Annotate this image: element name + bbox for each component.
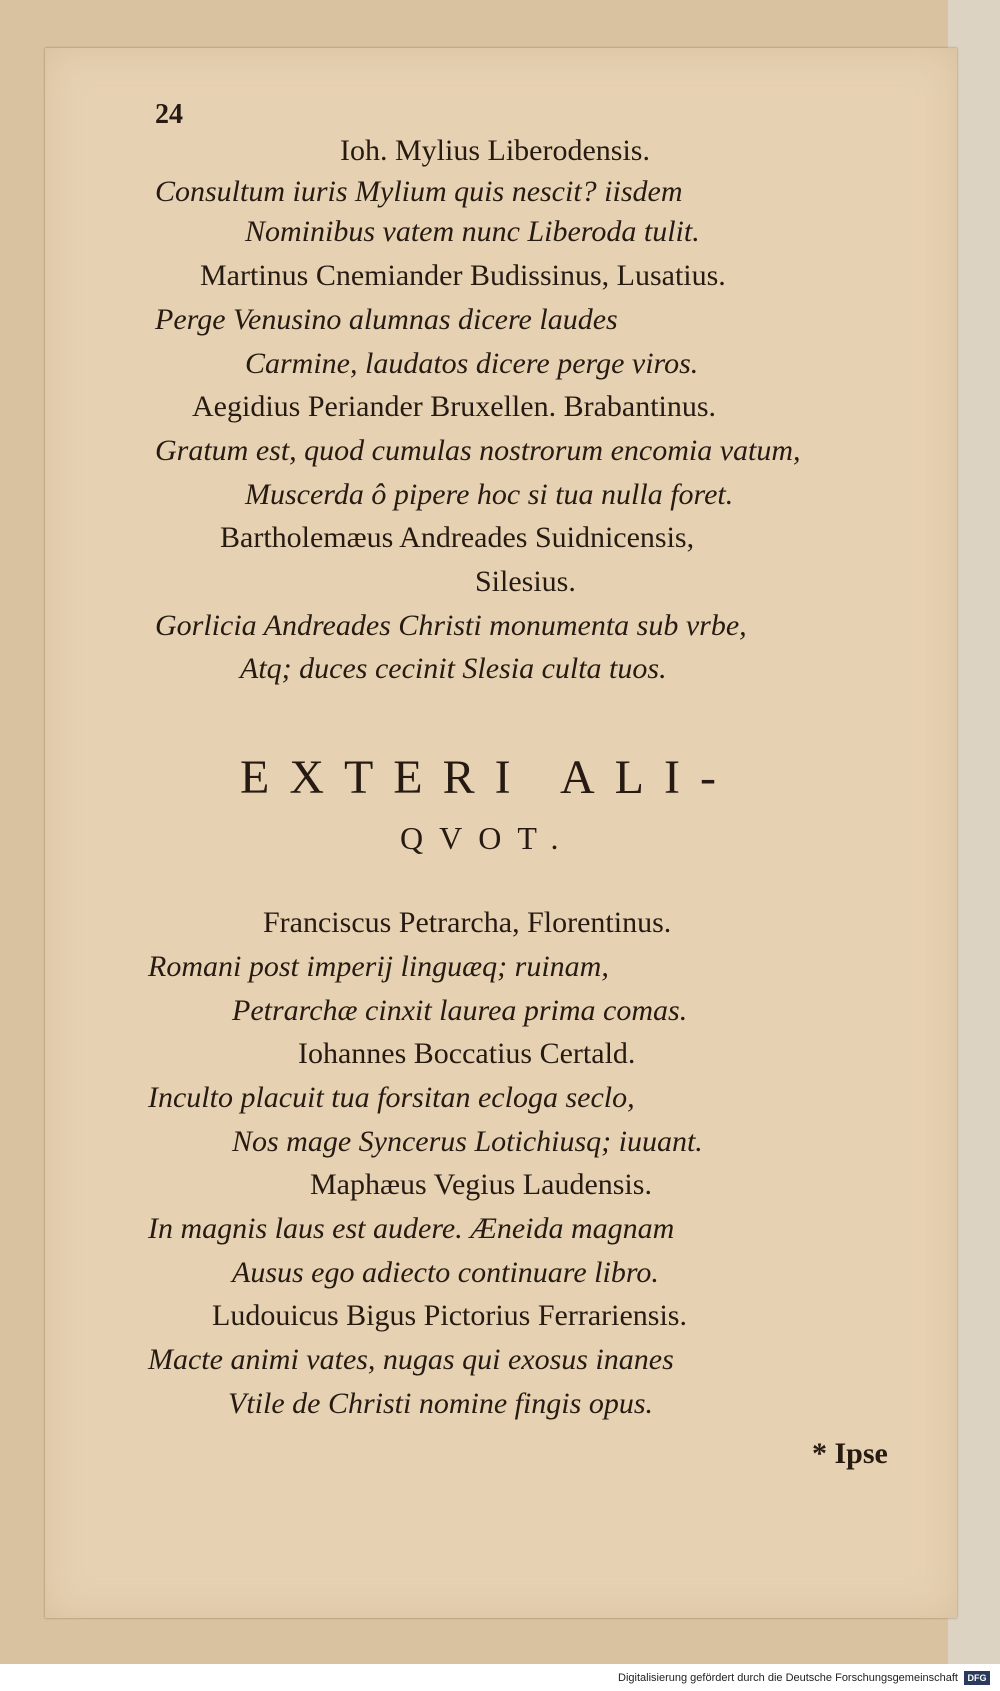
verse-line: Gorlicia Andreades Christi monumenta sub vrbe, (155, 609, 747, 642)
verse-line: Atq; duces cecinit Slesia culta tuos. (240, 652, 667, 685)
verse-line: Macte animi vates, nugas qui exosus inanes (148, 1343, 674, 1376)
verse-line: Romani post imperij linguæq; ruinam, (148, 950, 609, 983)
verse-line: Muscerda ô pipere hoc si tua nulla foret. (245, 478, 734, 511)
poet-name-line: Iohannes Boccatius Certald. (298, 1037, 636, 1070)
poet-name-line: Maphæus Vegius Laudensis. (310, 1168, 652, 1201)
verse-line: Nos mage Syncerus Lotichiusq; iuuant. (232, 1125, 703, 1158)
verse-line: Inculto placuit tua forsitan ecloga seclo, (148, 1081, 635, 1114)
funding-notice: Digitalisierung gefördert durch die Deutsche Forschungsgemeinschaft (618, 1672, 958, 1684)
poet-name-line: Ioh. Mylius Liberodensis. (340, 134, 650, 167)
verse-line: Consultum iuris Mylium quis nescit? iisdem (155, 175, 683, 208)
poet-name-line: Franciscus Petrarcha, Florentinus. (263, 906, 672, 939)
verse-line: Carmine, laudatos dicere perge viros. (245, 347, 699, 380)
verse-line: Gratum est, quod cumulas nostrorum encomia vatum, (155, 434, 801, 467)
section-subheading: QVOT. (400, 820, 575, 856)
poet-name-line: Martinus Cnemiander Budissinus, Lusatius. (200, 259, 726, 292)
poet-name-line: Ludouicus Bigus Pictorius Ferrariensis. (212, 1299, 687, 1332)
verse-line: Nominibus vatem nunc Liberoda tulit. (245, 215, 700, 248)
poet-name-line: Silesius. (475, 565, 576, 598)
dfg-logo: DFG (964, 1671, 990, 1685)
page-number: 24 (155, 99, 183, 130)
section-heading: EXTERI ALI- (240, 751, 736, 804)
catchword: * Ipse (812, 1437, 888, 1470)
verse-line: Perge Venusino alumnas dicere laudes (155, 303, 618, 336)
verse-line: Vtile de Christi nomine fingis opus. (228, 1387, 653, 1420)
verse-line: Ausus ego adiecto continuare libro. (232, 1256, 659, 1289)
poet-name-line: Bartholemæus Andreades Suidnicensis, (220, 521, 695, 554)
verse-line: In magnis laus est audere. Æneida magnam (148, 1212, 675, 1245)
poet-name-line: Aegidius Periander Bruxellen. Brabantinus. (192, 390, 717, 423)
verse-line: Petrarchæ cinxit laurea prima comas. (232, 994, 688, 1027)
